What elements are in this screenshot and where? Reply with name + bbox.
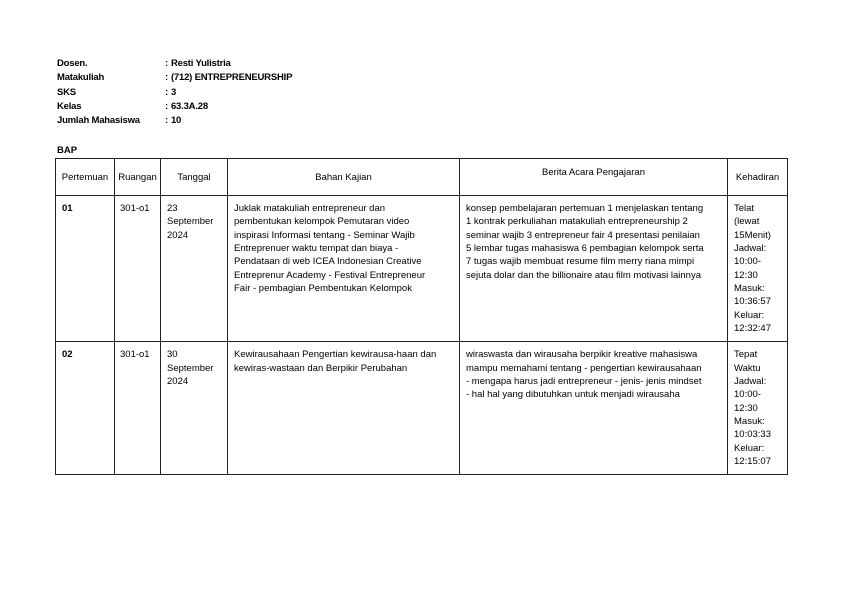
cell-pertemuan [56, 196, 115, 342]
cell-kehadiran-line: Waktu [734, 362, 761, 374]
cell-kehadiran [728, 196, 788, 342]
info-label-sks: SKS [57, 86, 76, 98]
info-value-matakuliah: (712) ENTREPRENEURSHIP [170, 72, 293, 84]
cell-ruangan-line: 301-o1 [120, 349, 150, 361]
cell-berita-acara-line: mampu memahami tentang - pengertian kewirausahaan [466, 362, 702, 374]
cell-berita-acara-line: - hal hal yang dibutuhkan untuk menjadi wirausaha [466, 389, 680, 401]
cell-bahan-kajian-line: Kewirausahaan Pengertian kewirausa-haan dan [234, 349, 437, 361]
cell-kehadiran [728, 342, 788, 475]
cell-kehadiran-line: Keluar: [734, 442, 765, 454]
cell-tanggal [161, 342, 228, 475]
column-header-berita-acara: Berita Acara Pengajaran [460, 159, 728, 196]
info-separator: : [165, 115, 168, 127]
cell-kehadiran-line: Jadwal: [734, 375, 767, 387]
cell-bahan-kajian-line: Juklak matakuliah entrepreneur dan [234, 203, 386, 214]
cell-bahan-kajian-line: inspirasi Informasi tentang - Seminar Wajib [234, 229, 415, 241]
info-row-sks [57, 86, 292, 100]
cell-berita-acara-line: konsep pembelajaran pertemuan 1 menjelaskan tentang [466, 203, 704, 214]
cell-berita-acara-line: - mengapa harus jadi entrepreneur - jenis- jenis mindset [466, 375, 702, 387]
cell-kehadiran-line: 12:30 [734, 402, 758, 414]
table-row [56, 342, 788, 475]
bap-table [55, 158, 788, 475]
cell-ruangan [115, 342, 161, 475]
cell-bahan-kajian-line: pembentukan kelompok Pemutaran video [234, 216, 410, 228]
cell-kehadiran-line: Masuk: [734, 282, 765, 294]
cell-pertemuan [56, 342, 115, 475]
cell-kehadiran-line: 15Menit) [734, 229, 771, 241]
info-row-dosen [57, 57, 292, 71]
cell-tanggal-line: September [167, 216, 214, 228]
cell-bahan-kajian [228, 342, 460, 475]
cell-kehadiran-line: Jadwal: [734, 242, 767, 254]
cell-berita-acara [460, 196, 728, 342]
cell-tanggal-line: 23 [167, 203, 178, 214]
column-header-bahan-kajian: Bahan Kajian [228, 159, 460, 196]
table-row [56, 196, 788, 342]
cell-kehadiran-line: 12:30 [734, 269, 758, 281]
cell-kehadiran-line: 10:00- [734, 389, 761, 401]
cell-kehadiran-line: 10:00- [734, 256, 761, 268]
cell-pertemuan-line: 02 [62, 349, 73, 361]
cell-kehadiran-line: Telat [734, 203, 755, 214]
info-value-kelas: 63.3A.28 [170, 100, 208, 112]
cell-tanggal [161, 196, 228, 342]
course-info [57, 57, 292, 128]
info-row-kelas [57, 100, 292, 114]
cell-tanggal-line: September [167, 362, 214, 374]
cell-kehadiran-line: 12:32:47 [734, 322, 771, 334]
info-separator: : [165, 86, 168, 98]
info-label-dosen: Dosen. [57, 58, 88, 69]
section-title-bap: BAP [57, 145, 78, 156]
column-header-pertemuan: Pertemuan [56, 159, 115, 196]
cell-kehadiran-line: 12:15:07 [734, 455, 771, 467]
cell-tanggal-line: 2024 [167, 375, 189, 387]
cell-tanggal-line: 30 [167, 349, 178, 361]
info-label-kelas: Kelas [57, 100, 82, 112]
info-value-dosen: Resti Yulistria [170, 58, 231, 69]
column-header-kehadiran: Kehadiran [728, 159, 788, 196]
info-row-matakuliah [57, 71, 292, 85]
info-label-jumlah-mahasiswa: Jumlah Mahasiswa [57, 115, 140, 127]
cell-pertemuan-line: 01 [62, 203, 73, 214]
column-header-ruangan: Ruangan [115, 159, 161, 196]
cell-berita-acara-line: 1 kontrak perkuliahan matakuliah entrepreneurship 2 [466, 216, 688, 228]
cell-kehadiran-line: Masuk: [734, 415, 765, 427]
cell-kehadiran-line: Keluar: [734, 309, 765, 321]
table-header-row [56, 159, 788, 196]
cell-bahan-kajian-line: kewiras-wastaan dan Berpikir Perubahan [234, 362, 408, 374]
cell-berita-acara-line: 5 lembar tugas mahasiswa 6 pembagian kelompok serta [466, 242, 704, 254]
cell-bahan-kajian-line: Fair - pembagian Pembentukan Kelompok [234, 282, 412, 294]
cell-kehadiran-line: 10:03:33 [734, 429, 771, 441]
info-label-matakuliah: Matakuliah [57, 72, 105, 84]
column-header-tanggal: Tanggal [161, 159, 228, 196]
cell-berita-acara [460, 342, 728, 475]
info-separator: : [165, 100, 168, 112]
cell-berita-acara-line: sejuta dolar dan the billionaire atau film motivasi lainnya [466, 269, 701, 281]
cell-kehadiran-line: Tepat [734, 349, 758, 361]
info-row-jumlah-mahasiswa [57, 114, 292, 128]
cell-berita-acara-line: wiraswasta dan wirausaha berpikir kreative mahasiswa [466, 349, 698, 361]
info-value-jumlah-mahasiswa: 10 [170, 115, 182, 127]
cell-berita-acara-line: seminar wajib 3 entrepreneur fair 4 presentasi penilaian [466, 229, 700, 241]
cell-bahan-kajian-line: Pendataan di web ICEA Indonesian Creative [234, 256, 422, 268]
cell-berita-acara-line: 7 tugas wajib membuat resume film merry riana mimpi [466, 256, 695, 268]
cell-kehadiran-line: 10:36:57 [734, 296, 771, 308]
cell-kehadiran-line: (lewat [734, 216, 760, 228]
table-body [56, 196, 788, 475]
info-value-sks: 3 [170, 86, 177, 98]
info-separator: : [165, 58, 168, 69]
cell-bahan-kajian-line: Entreprenuer waktu tempat dan biaya - [234, 242, 399, 254]
cell-ruangan [115, 196, 161, 342]
cell-bahan-kajian-line: Entreprenur Academy - Festival Entrepreneur [234, 269, 426, 281]
cell-bahan-kajian [228, 196, 460, 342]
info-separator: : [165, 72, 168, 84]
cell-tanggal-line: 2024 [167, 229, 189, 241]
cell-ruangan-line: 301-o1 [120, 203, 150, 214]
